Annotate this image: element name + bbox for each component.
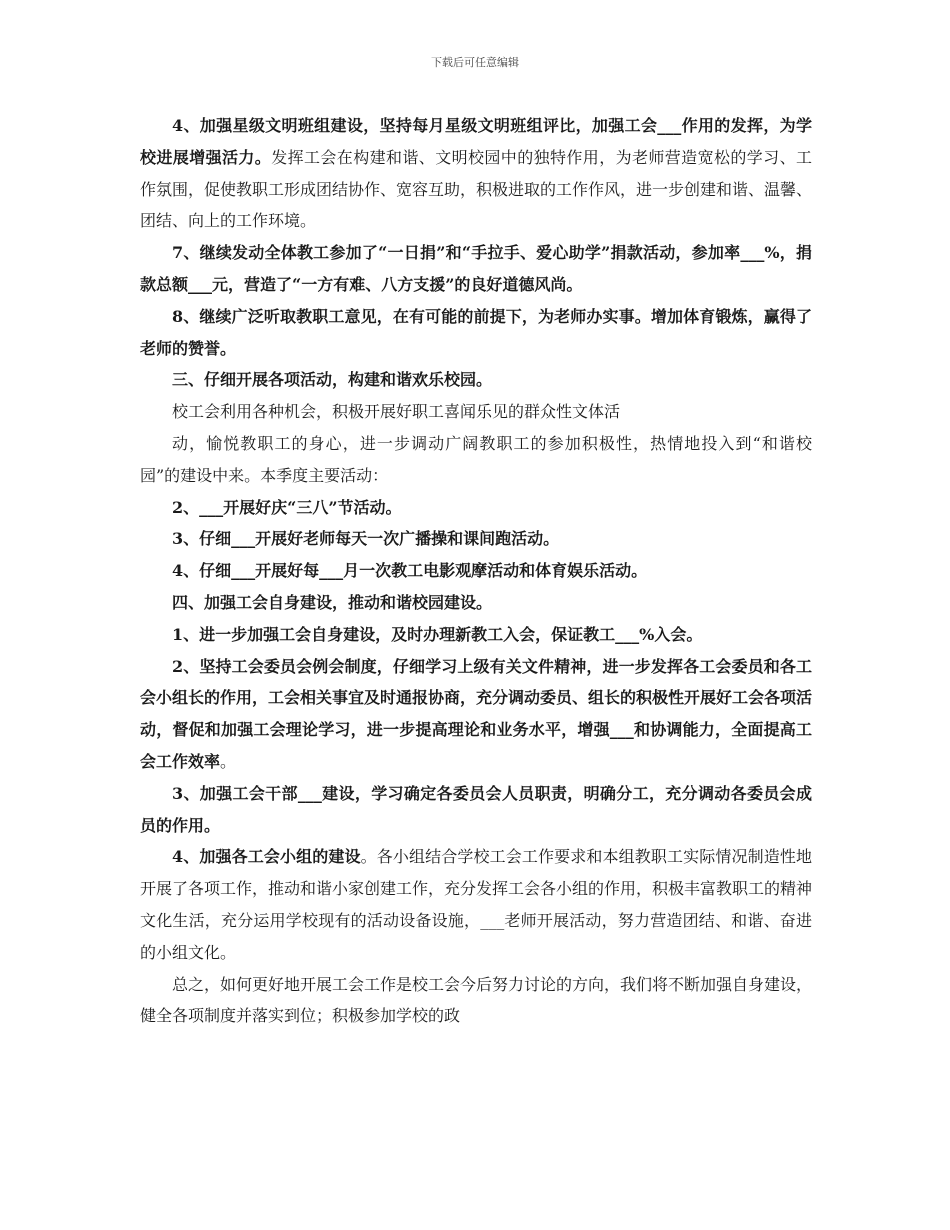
paragraph-listen-opinions [140,301,812,365]
page-header: 下载后可任意编辑 [431,56,519,69]
paragraph-exercise [140,523,812,555]
paragraph-groups [140,841,812,968]
paragraph-text: 校工会利用各种机会，积极开展好职工喜闻乐见的群众性文体活 [172,402,621,422]
paragraph-text: 动，愉悦教职工的身心，进一步调动广阔教职工的参加积极性，热情地投入到“和谐校园”的建设中来。本季度主要活动： [140,433,812,485]
paragraph-text: 发挥工会在构建和谐、文明校园中的独特作用，为老师营造宽松的学习、工作氛围，促使教职工形成团结协作、宽容互助，积极进取的工作作风，进一步创建和谐、温馨、团结、向上的工作环境。 [140,147,813,231]
paragraph-bold-text: 1、进一步加强工会自身建设，及时办理新教工入会，保证教工___%入会。 [172,624,703,644]
document-body [140,110,812,1032]
paragraph-conclusion [140,969,812,1033]
paragraph-cadre [140,778,812,842]
paragraph-bold-text: 7、继续发动全体教工参加了“一日捐”和“手拉手、爱心助学”捐款活动，参加率___%，捐款总额___元，营造了“一方有难、八方支援”的良好道德风尚。 [140,243,812,294]
paragraph-text: 总之，如何更好地开展工会工作是校工会今后努力讨论的方向，我们将不断加强自身建设，健全各项制度并落实到位；积极参加学校的政 [140,974,813,1026]
paragraph-bold-text: 2、___开展好庆“三八”节活动。 [172,497,402,517]
paragraph-bold-text: 8、继续广泛听取教职工意见，在有可能的前提下，为老师办实事。增加体育锻炼，赢得了老师的赞誉。 [140,306,812,358]
paragraph-activities-intro [140,396,812,428]
section-heading-3 [140,364,812,396]
paragraph-film [140,555,812,587]
paragraph-womens-day [140,492,812,524]
paragraph-committee [140,651,812,778]
paragraph-bold-text: 4、仔细___开展好每___月一次教工电影观摩活动和体育娱乐活动。 [172,561,648,581]
section-heading-4 [140,587,812,619]
paragraph-membership [140,619,812,651]
paragraph-bold-text: 3、仔细___开展好老师每天一次广播操和课间跑活动。 [172,529,560,549]
paragraph-bold-text: 三、仔细开展各项活动，构建和谐欢乐校园。 [172,370,493,390]
paragraph-bold-text: 2、坚持工会委员会例会制度，仔细学习上级有关文件精神，进一步发挥各工会委员和各工会小组长的作用，工会相关事宜及时通报协商，充分调动委员、组长的积极性开展好工会各项活动，督促和加强工会理论学习，进一步提高理论和业务水平，增强___和协调能力，全面提高工会工作效率 [140,656,813,771]
paragraph-bold-text: 4、加强各工会小组的建设 [172,847,361,867]
paragraph-text: 。 [220,751,237,771]
paragraph-bold-text: 4、加强星级文明班组建设，坚持每月星级文明班组评比，加强工会___作用的发挥，为学校进展增强活力。 [140,116,812,167]
paragraph-activities-detail [140,428,812,492]
paragraph-star-class [140,110,812,237]
paragraph-donation [140,237,812,301]
paragraph-bold-text: 3、加强工会干部___建设，学习确定各委员会人员职责，明确分工，充分调动各委员会成员的作用。 [140,783,812,835]
paragraph-bold-text: 四、加强工会自身建设，推动和谐校园建设。 [172,592,493,612]
paragraph-text: 。各小组结合学校工会工作要求和本组教职工实际情况制造性地开展了各项工作，推动和谐小家创建工作，充分发挥工会各小组的作用，积极丰富教职工的精神文化生活，充分运用学校现有的活动设备设施，___老师开展活动，努力营造团结、和谐、奋进的小组文化。 [140,847,813,962]
